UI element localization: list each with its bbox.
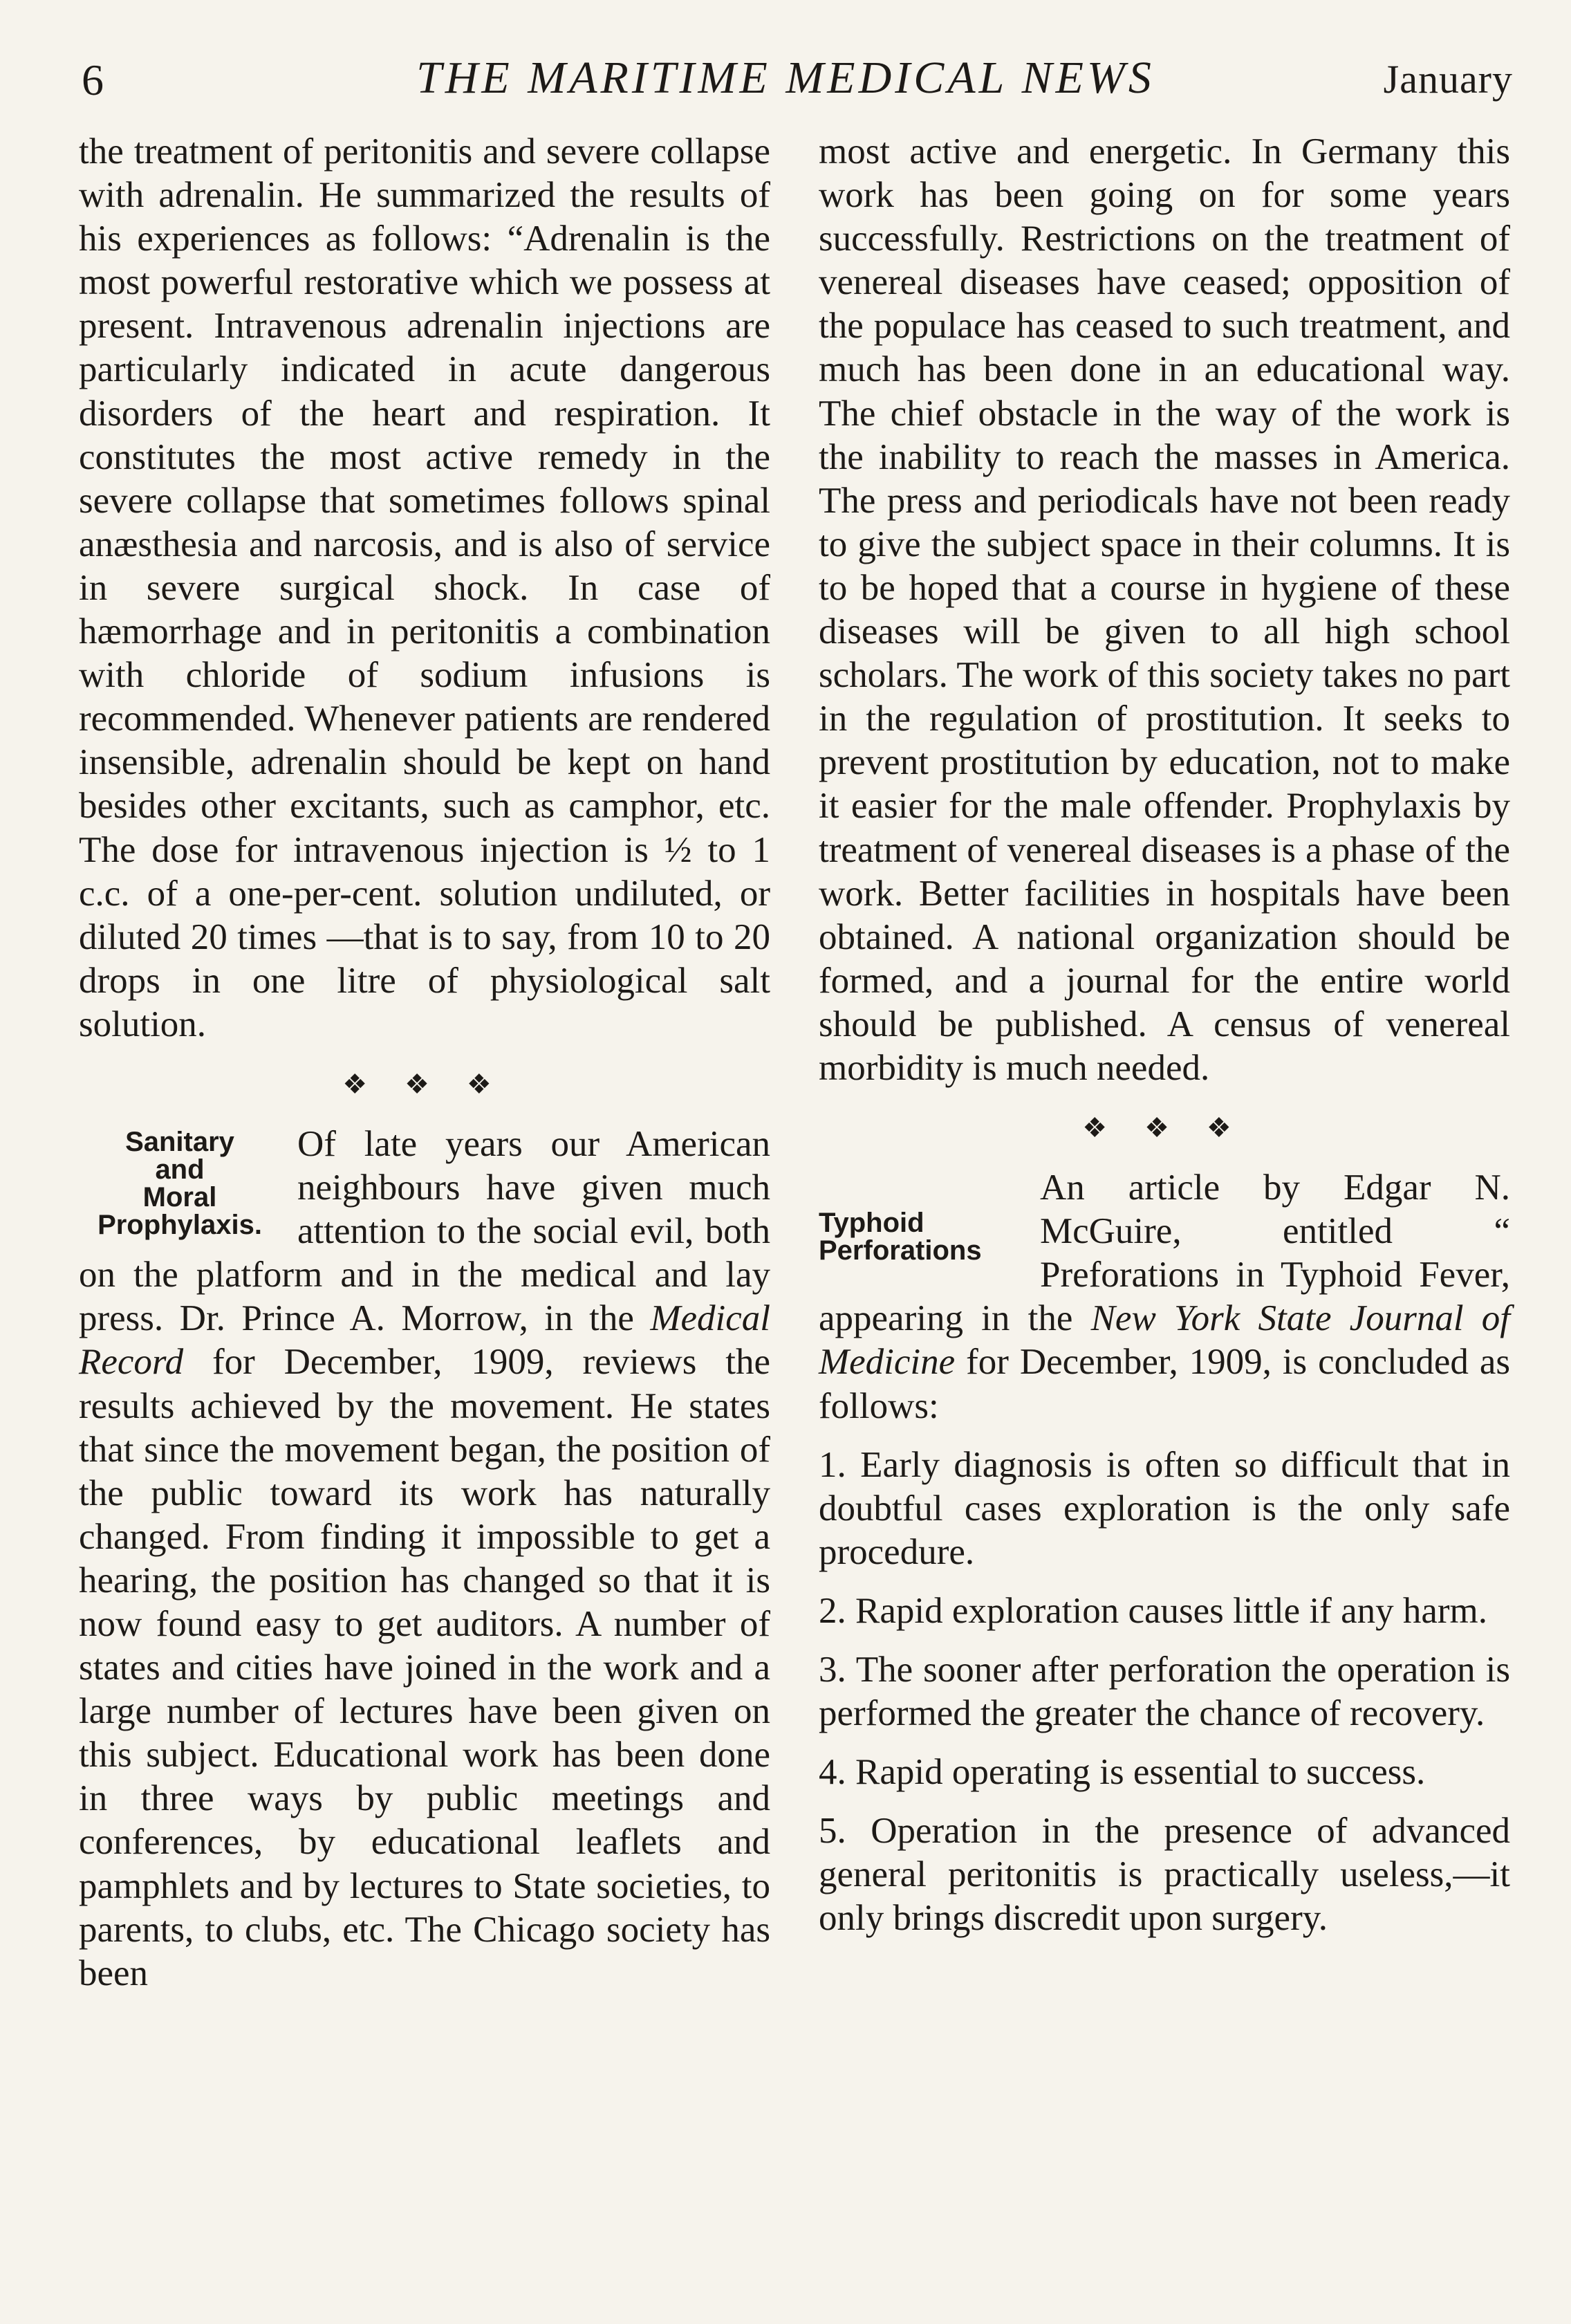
section-ornament: ❖ ❖ ❖ — [342, 1068, 507, 1100]
section-sanitary-moral-prophylaxis — [79, 1123, 770, 1995]
paragraph: the treatment of peritonitis and severe collapse with adrenalin. He summarized the results of his experiences as follows: “Adrenalin is the most powerful restorative which we possess at present. Intravenous adrenalin injections are particularly indicated in acute dangerous disorders of the heart and respiration. It constitutes the most active remedy in the severe collapse that sometimes follows spinal anæsthesia and narcosis, and is also of service in severe surgical shock. In case of hæmorrhage and in peritonitis a combination with chloride of sodium infusions is recommended. Whenever patients are rendered insensible, adrenalin should be kept on hand besides other excitants, such as camphor, etc. The dose for intravenous injection is ½ to 1 c.c. of a one-per-cent. solution undiluted, or diluted 20 times —that is to say, from 10 to 20 drops in one litre of physiological salt solution. — [79, 131, 770, 1044]
journal-title: THE MARITIME MEDICAL NEWS — [416, 53, 1155, 103]
text-run: for December, 1909, reviews the results achieved by the movement. He states that since the movement began, the position of the public toward its work has naturally changed. From finding it impossible to get a hearing, the position has changed so that it is now found easy to get auditors. A number of states and cities have joined in the work and a large number of lectures have been given on this subject. Educational work has been done in three ways by public meetings and conferences, by educational leaflets and pamphlets and by lectures to State societies, to parents, to clubs, etc. The Chicago society has been — [79, 1342, 770, 1993]
section-paragraph — [819, 1166, 1510, 1428]
left-column — [79, 130, 770, 1995]
side-heading-line: Typhoid — [819, 1208, 924, 1239]
journal-reference: New York State Journal of Medicine — [819, 1298, 1511, 1383]
side-heading-line: and — [155, 1154, 205, 1185]
side-heading-line: Moral — [142, 1181, 217, 1212]
text-run: for December, 1909, is concluded as follows: — [819, 1342, 1510, 1426]
section-paragraph — [79, 1123, 770, 1995]
spacer — [819, 1428, 1510, 1444]
text-run: An article by Edgar N. McGuire, entitled “ Preforations in Typhoid Fever, appearing in the — [819, 1168, 1510, 1339]
side-heading-line: Sanitary — [125, 1126, 234, 1157]
text-run: Of late years our American neighbours have given much attention to the social evil, both on the platform and in the medical and lay press. Dr. Prince A. Morrow, in the — [79, 1123, 770, 1339]
list-item: 3. The sooner after perforation the operation is performed the greater the chance of recovery. — [819, 1650, 1510, 1734]
list-item: 2. Rapid exploration causes little if any harm. — [819, 1590, 1487, 1631]
spacer — [819, 1633, 1510, 1648]
paragraph: most active and energetic. In Germany this work has been going on for some years successfully. Restrictions on the treatment of venereal diseases have ceased; opposition of the populace has ceased to such treatment, and much has been done in an educational way. The chief obstacle in the way of the work is the inability to reach the masses in America. The press and periodicals have not been ready to give the subject space in their columns. It is to be hoped that a course in hygiene of these diseases will be given to all high school scholars. The work of this society takes no part in the regulation of prostitution. It seeks to prevent prostitution by education, not to make it easier for the male offender. Prophylaxis by treatment of venereal diseases is a phase of the work. Better facilities in hospitals have been obtained. A national organization should be formed, and a journal for the entire world should be published. A census of venereal morbidity is much needed. — [819, 131, 1510, 1088]
side-heading-line: Perforations — [819, 1235, 982, 1266]
list-item: 1. Early diagnosis is often so difficult that in doubtful cases exploration is the only safe procedure. — [819, 1444, 1510, 1572]
list-item: 4. Rapid operating is essential to success. — [819, 1752, 1426, 1793]
side-heading — [79, 1128, 281, 1239]
spacer — [819, 1574, 1510, 1589]
list-item: 5. Operation in the presence of advanced general peritonitis is practically useless,—it only brings discredit upon surgery. — [819, 1811, 1510, 1939]
right-column — [819, 130, 1510, 1941]
page-number: 6 — [82, 55, 104, 104]
spacer — [819, 1794, 1510, 1809]
side-heading — [819, 1209, 1016, 1264]
section-ornament: ❖ ❖ ❖ — [1082, 1112, 1247, 1144]
side-heading-line: Prophylaxis. — [97, 1209, 262, 1240]
journal-reference: Medical Record — [79, 1298, 770, 1383]
issue-month: January — [1383, 57, 1513, 102]
page-header — [0, 0, 1571, 111]
section-typhoid-perforations — [819, 1166, 1510, 1941]
spacer — [819, 1735, 1510, 1751]
